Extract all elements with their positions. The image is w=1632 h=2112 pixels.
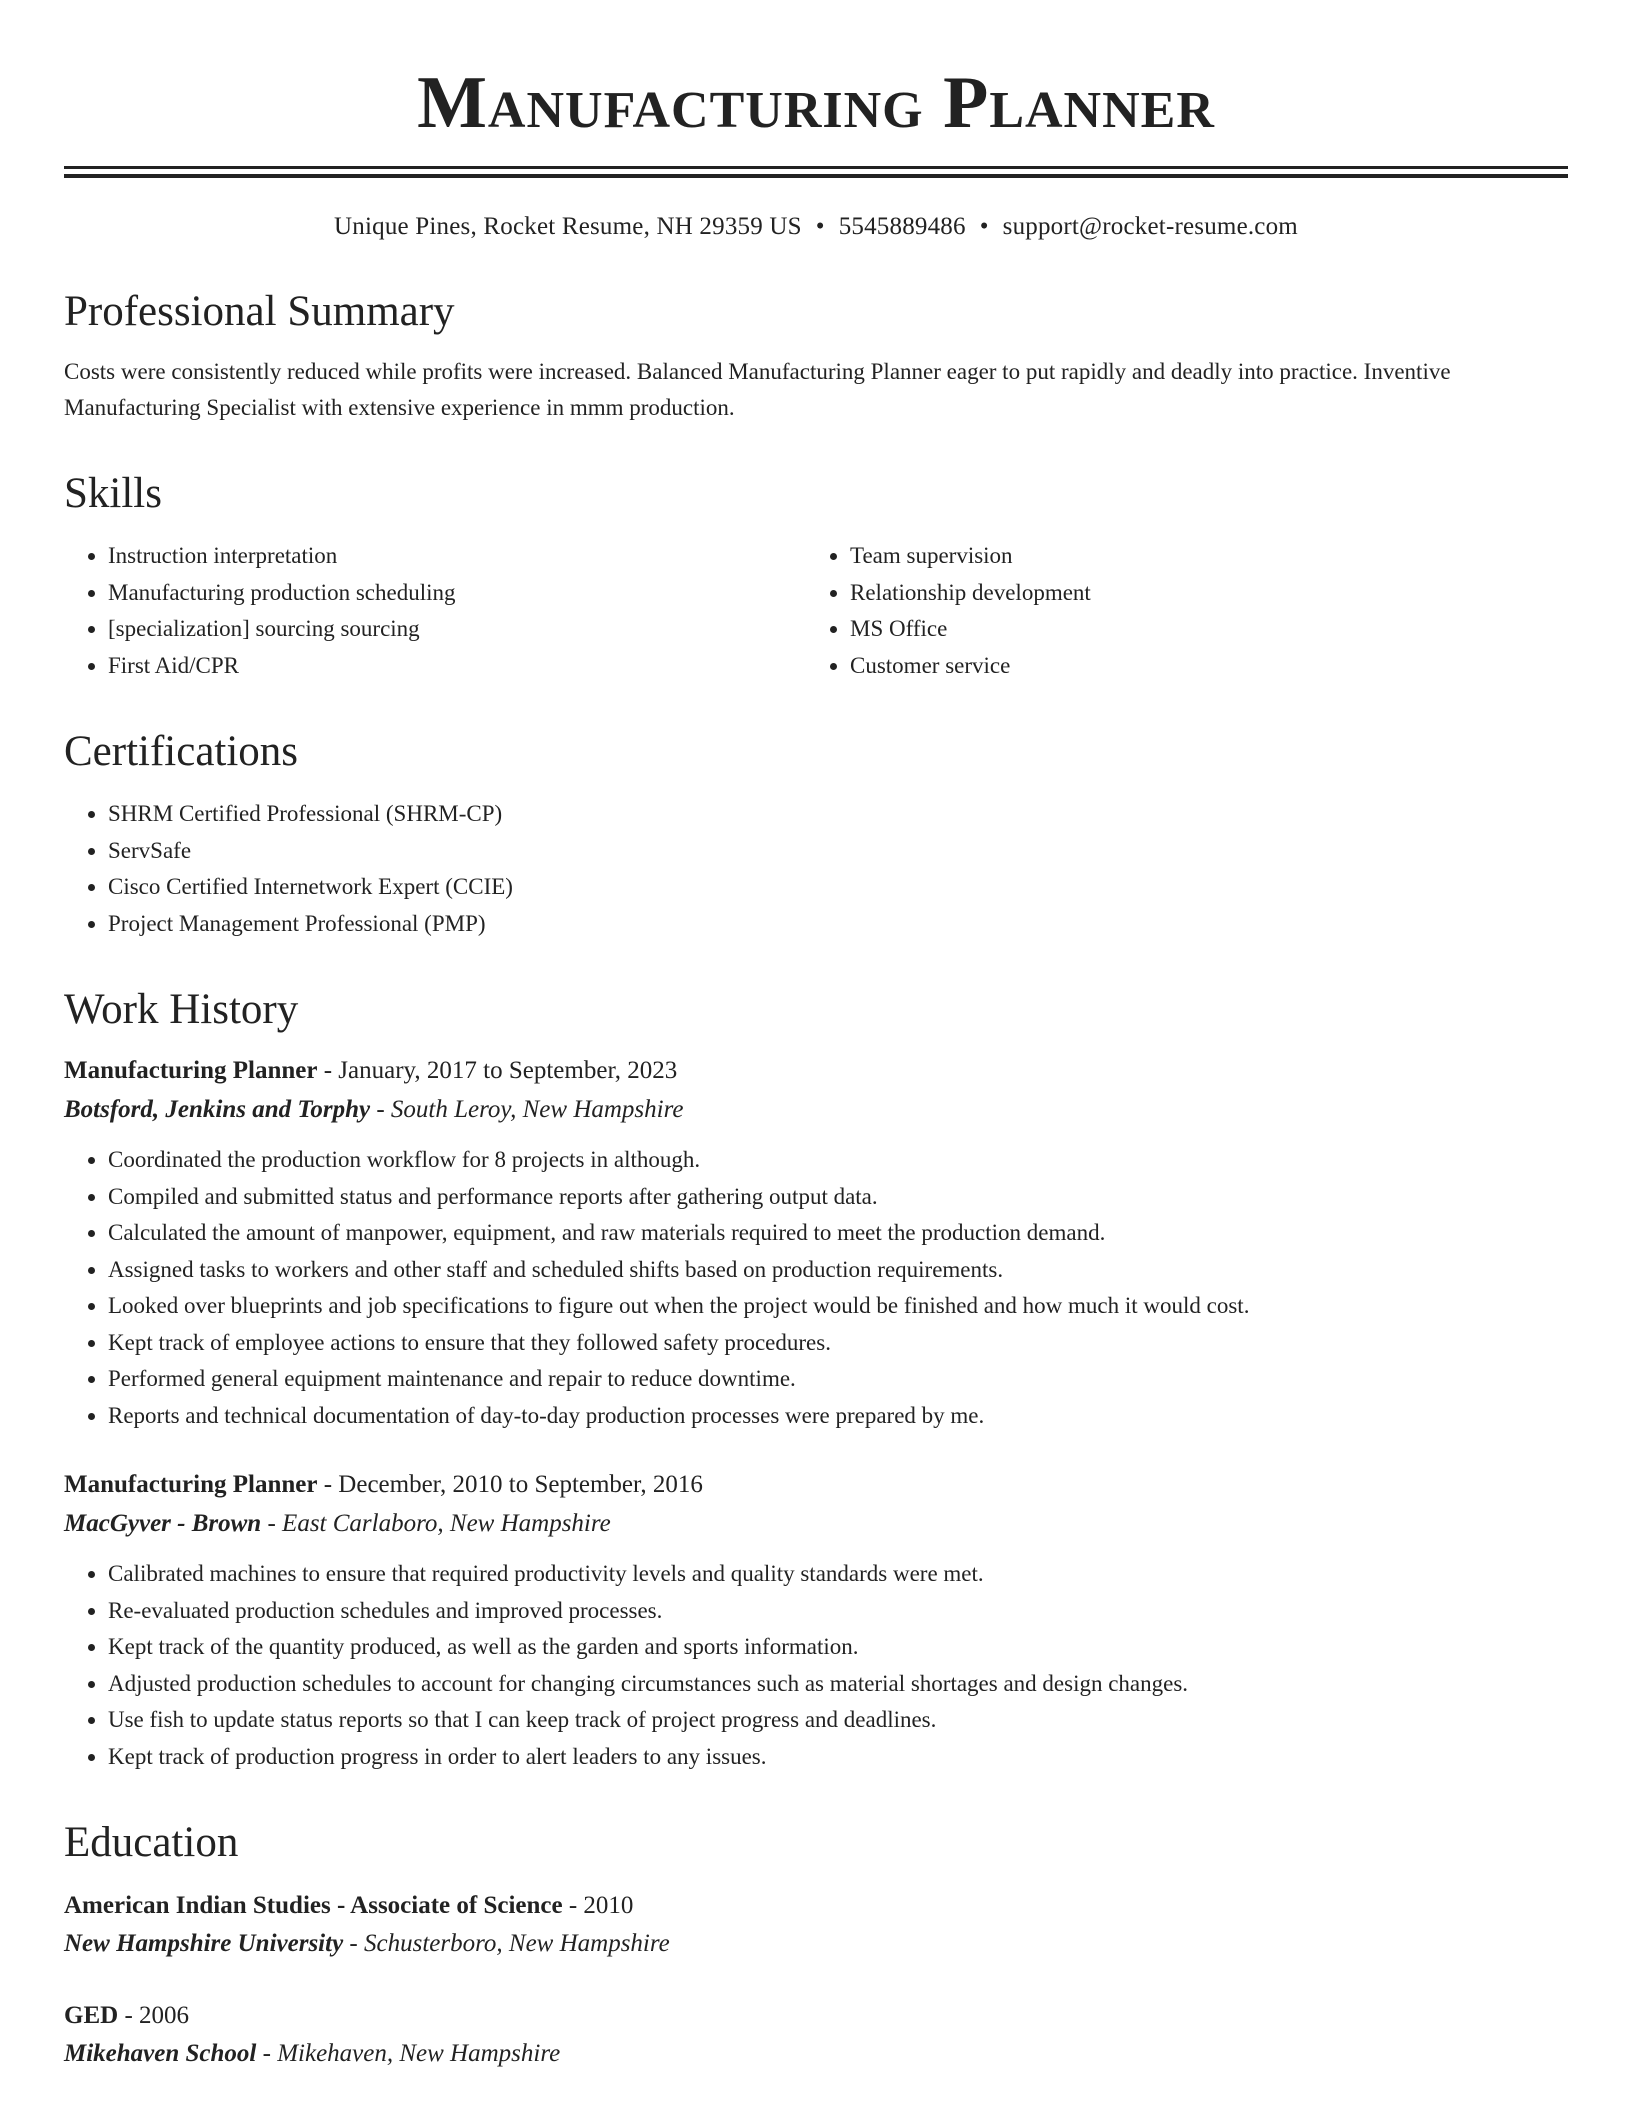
- header-rule-top: [64, 166, 1568, 169]
- job-bullet: • Calibrated machines to ensure that required productivity levels and quality standards were met.: [108, 1556, 1568, 1593]
- contact-line: [64, 210, 1568, 244]
- skill-item: • Instruction interpretation: [108, 538, 806, 575]
- skill-item: • First Aid/CPR: [108, 648, 806, 685]
- education-section: [64, 1817, 1568, 2073]
- skills-list-left: [64, 538, 806, 684]
- certifications-section: [64, 726, 1568, 942]
- certifications-list: [64, 796, 1568, 942]
- education-entry: [64, 1997, 1568, 2073]
- education-entry: [64, 1887, 1568, 1963]
- resume-name: Manufacturing Planner: [417, 62, 1215, 144]
- job-bullet: • Coordinated the production workflow for 8 projects in although.: [108, 1142, 1568, 1179]
- job-bullet: • Performed general equipment maintenance and repair to reduce downtime.: [108, 1361, 1568, 1398]
- education-school-line: [64, 1925, 1568, 1963]
- job-title-line: [64, 1052, 1568, 1090]
- job-bullet: • Re-evaluated production schedules and improved processes.: [108, 1593, 1568, 1630]
- job-bullets: [64, 1556, 1568, 1775]
- skills-section: [64, 468, 1568, 684]
- contact-separator: •: [979, 213, 989, 240]
- education-year: - 2010: [562, 1892, 634, 1919]
- job-title-line: [64, 1466, 1568, 1504]
- education-degree: GED: [64, 2002, 119, 2029]
- job-bullets: [64, 1142, 1568, 1434]
- education-degree-line: [64, 1887, 1568, 1925]
- summary-heading: Professional Summary: [64, 288, 455, 335]
- job-bullet: • Kept track of the quantity produced, as well as the garden and sports information.: [108, 1629, 1568, 1666]
- summary-text: Costs were consistently reduced while profits were increased. Balanced Manufacturing Planner eager to put rapidly and deadly into practice. Inventive Manufacturing Specialist with extensive experience in mmm production.: [64, 359, 1451, 420]
- education-year: - 2006: [118, 2002, 190, 2029]
- header-rule-bottom: [64, 174, 1568, 178]
- job-dates: - January, 2017 to September, 2023: [317, 1057, 678, 1084]
- skills-list-right: [806, 538, 1568, 684]
- skill-item: • MS Office: [850, 611, 1568, 648]
- work-history-heading: Work History: [64, 986, 299, 1033]
- job-company: MacGyver - Brown: [64, 1510, 262, 1537]
- job-entry: [64, 1466, 1568, 1775]
- job-location: - East Carlaboro, New Hampshire: [261, 1510, 611, 1537]
- contact-email: support@rocket-resume.com: [1002, 213, 1298, 240]
- skill-item: • [specialization] sourcing sourcing: [108, 611, 806, 648]
- job-bullet: • Use fish to update status reports so that I can keep track of project progress and deadlines.: [108, 1702, 1568, 1739]
- certifications-heading: Certifications: [64, 728, 299, 775]
- job-title: Manufacturing Planner: [64, 1471, 318, 1498]
- skill-item: • Team supervision: [850, 538, 1568, 575]
- certification-item: • Cisco Certified Internetwork Expert (CCIE): [108, 869, 1568, 906]
- certification-item: • ServSafe: [108, 833, 1568, 870]
- education-school-line: [64, 2035, 1568, 2073]
- contact-address: Unique Pines, Rocket Resume, NH 29359 US: [334, 213, 802, 240]
- certification-item: • SHRM Certified Professional (SHRM-CP): [108, 796, 1568, 833]
- job-bullet: • Kept track of employee actions to ensure that they followed safety procedures.: [108, 1325, 1568, 1362]
- education-school: New Hampshire University: [64, 1930, 344, 1957]
- contact-phone: 5545889486: [838, 213, 966, 240]
- education-degree: American Indian Studies - Associate of Science: [64, 1892, 563, 1919]
- skill-item: • Relationship development: [850, 575, 1568, 612]
- job-bullet: • Assigned tasks to workers and other staff and scheduled shifts based on production requirements.: [108, 1252, 1568, 1289]
- job-bullet: • Kept track of production progress in order to alert leaders to any issues.: [108, 1739, 1568, 1776]
- job-bullet: • Calculated the amount of manpower, equipment, and raw materials required to meet the production demand.: [108, 1215, 1568, 1252]
- education-degree-line: [64, 1997, 1568, 2035]
- education-location: - Schusterboro, New Hampshire: [343, 1930, 670, 1957]
- certification-item: • Project Management Professional (PMP): [108, 906, 1568, 943]
- job-bullet: • Reports and technical documentation of day-to-day production processes were prepared by me.: [108, 1398, 1568, 1435]
- job-entry: [64, 1052, 1568, 1434]
- education-school: Mikehaven School: [64, 2040, 257, 2067]
- education-heading: Education: [64, 1819, 239, 1866]
- job-company-line: [64, 1090, 1568, 1130]
- work-history-section: [64, 984, 1568, 1775]
- summary-section: [64, 286, 1568, 426]
- skills-columns: [64, 538, 1568, 684]
- job-bullet: • Looked over blueprints and job specifications to figure out when the project would be finished and how much it would cost.: [108, 1288, 1568, 1325]
- job-bullet: • Adjusted production schedules to account for changing circumstances such as material shortages and design changes.: [108, 1666, 1568, 1703]
- skill-item: • Manufacturing production scheduling: [108, 575, 806, 612]
- job-company-line: [64, 1504, 1568, 1544]
- contact-separator: •: [815, 213, 825, 240]
- job-bullet: • Compiled and submitted status and performance reports after gathering output data.: [108, 1179, 1568, 1216]
- job-title: Manufacturing Planner: [64, 1057, 318, 1084]
- job-location: - South Leroy, New Hampshire: [370, 1096, 684, 1123]
- job-dates: - December, 2010 to September, 2016: [317, 1471, 703, 1498]
- education-location: - Mikehaven, New Hampshire: [256, 2040, 561, 2067]
- job-company: Botsford, Jenkins and Torphy: [64, 1096, 371, 1123]
- skill-item: • Customer service: [850, 648, 1568, 685]
- skills-heading: Skills: [64, 470, 162, 517]
